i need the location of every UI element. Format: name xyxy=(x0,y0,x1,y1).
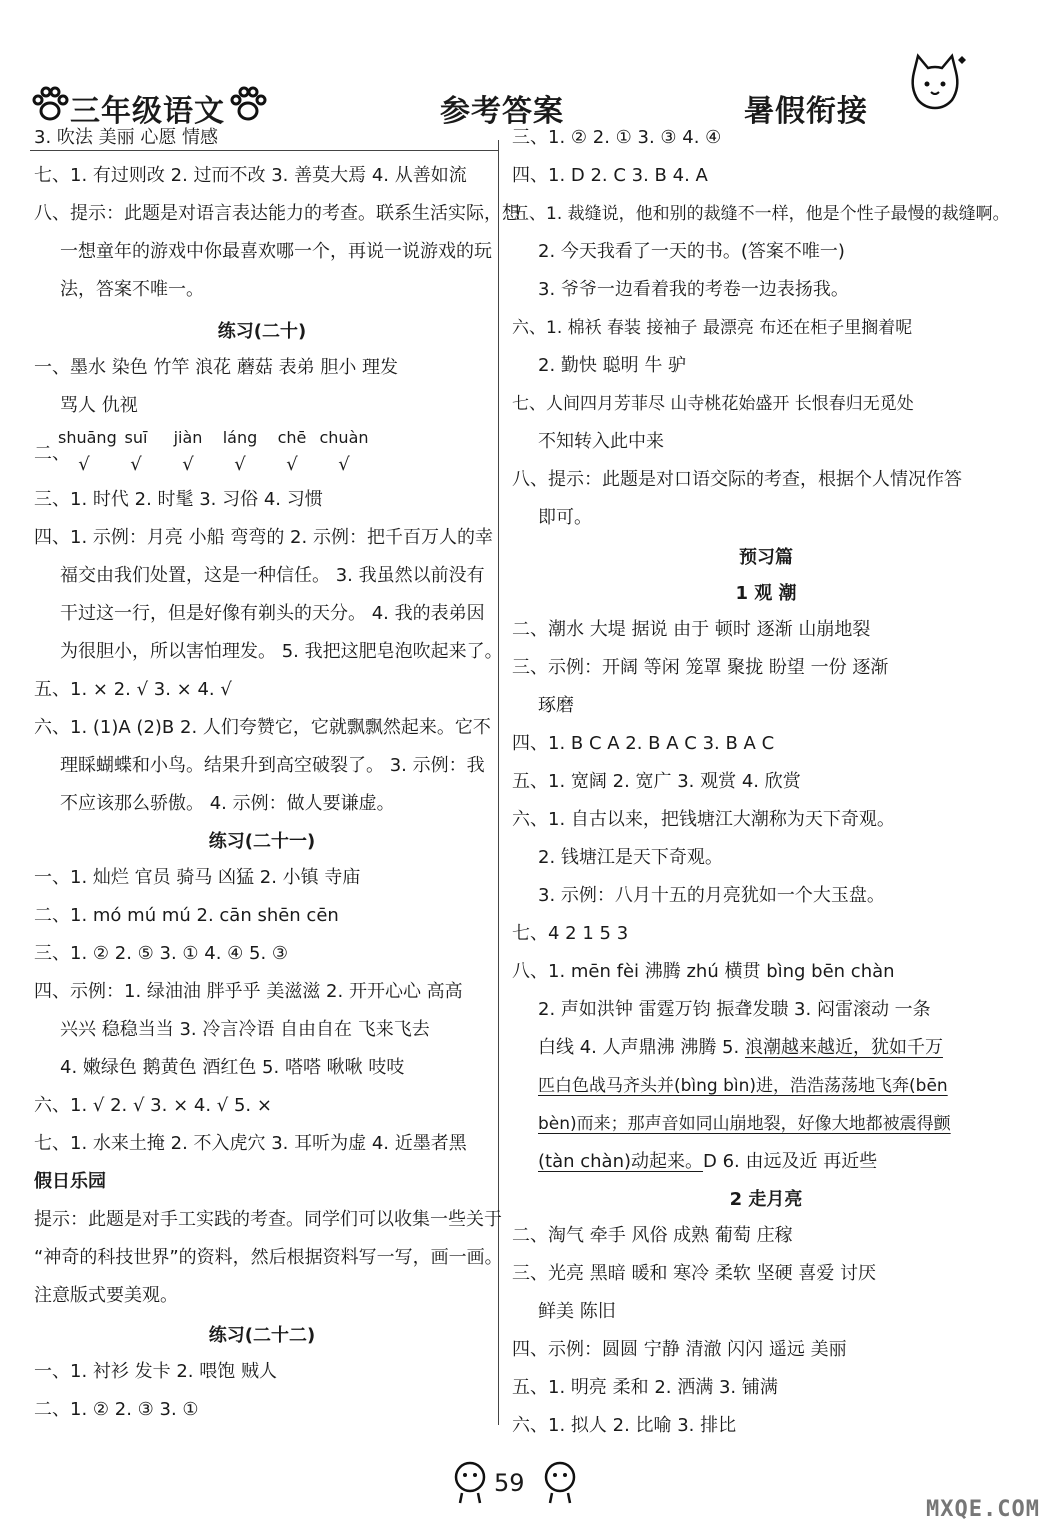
answer-line: 六、1. 自古以来，把钱塘江大潮称为天下奇观。 xyxy=(512,809,895,830)
answer-line: 六、1. 拟人 2. 比喻 3. 排比 xyxy=(512,1415,737,1436)
answer-line: 福交由我们处置，这是一种信任。 3. 我虽然以前没有 xyxy=(60,565,485,586)
answer-line: 八、1. mēn fèi 沸腾 zhú 横贯 bìng bēn chàn xyxy=(512,961,895,982)
section-heading: 假日乐园 xyxy=(34,1171,106,1192)
answer-line: 骂人 仇视 xyxy=(60,395,138,416)
lesson-heading: 2 走月亮 xyxy=(729,1189,803,1210)
cat-icon xyxy=(900,48,970,118)
answer-text: D 6. 由远及近 再近些 xyxy=(703,1151,878,1172)
answer-text: 白线 4. 人声鼎沸 沸腾 5. xyxy=(538,1037,745,1058)
page-number: 59 xyxy=(494,1469,525,1497)
mascot-icon-left xyxy=(450,1459,490,1507)
answer-line: 琢磨 xyxy=(538,695,574,716)
answer-line: 五、1. 明亮 柔和 2. 洒满 3. 铺满 xyxy=(512,1377,778,1398)
answer-line: 一、1. 衬衫 发卡 2. 喂饱 贼人 xyxy=(34,1361,277,1382)
answer-line: 兴兴 稳稳当当 3. 冷言冷语 自由自在 飞来飞去 xyxy=(60,1019,430,1040)
answer-line: 不知转入此中来 xyxy=(538,431,664,452)
answer-line: 为很胆小，所以害怕理发。 5. 我把这肥皂泡吹起来了。 xyxy=(60,641,503,662)
answer-line: 三、光亮 黑暗 暖和 寒冷 柔软 坚硬 喜爱 讨厌 xyxy=(512,1263,877,1284)
answer-line: 三、1. ② 2. ① 3. ③ 4. ④ xyxy=(512,127,722,148)
summer-bridge-title: 暑假衔接 xyxy=(744,94,868,129)
answer-line-prefix: 二、 xyxy=(34,443,70,464)
answer-line: 六、1. √ 2. √ 3. × 4. √ 5. × xyxy=(34,1095,272,1116)
answer-line: 2. 钱塘江是天下奇观。 xyxy=(538,847,723,868)
answer-line xyxy=(538,1036,943,1060)
answer-line: 一、墨水 染色 竹竿 浪花 蘑菇 表弟 胆小 理发 xyxy=(34,357,399,378)
answer-line: 五、1. × 2. √ 3. × 4. √ xyxy=(34,679,232,700)
answer-line xyxy=(538,1150,877,1174)
answer-line: 提示：此题是对手工实践的考查。同学们可以收集一些关于 xyxy=(34,1209,502,1230)
underlined-answer: bèn)而来；那声音如同山崩地裂，好像大地都被震得颤 xyxy=(538,1114,951,1134)
answer-line: 2. 今天我看了一天的书。(答案不唯一) xyxy=(538,241,845,262)
answer-line: 六、1. (1)A (2)B 2. 人们夸赞它，它就飘飘然起来。它不 xyxy=(34,717,491,738)
answer-line: 2. 勤快 聪明 牛 驴 xyxy=(538,355,687,376)
answer-line: 二、淘气 牵手 风俗 成熟 葡萄 庄稼 xyxy=(512,1225,793,1246)
answer-line: 不应该那么骄傲。 4. 示例：做人要谦虚。 xyxy=(60,793,395,814)
answer-line: 3. 示例：八月十五的月亮犹如一个大玉盘。 xyxy=(538,885,885,906)
answer-line: 3. 吹法 美丽 心愿 情感 xyxy=(34,127,219,148)
answer-line: 即可。 xyxy=(538,507,592,528)
answer-line: 二、1. mó mú mú 2. cān shēn cēn xyxy=(34,905,339,926)
answer-line: 七、1. 水来土掩 2. 不入虎穴 3. 耳听为虚 4. 近墨者黑 xyxy=(34,1133,467,1154)
answer-line: 鲜美 陈旧 xyxy=(538,1301,616,1322)
pinyin-row: shuāng suī jiàn láng chē chuàn xyxy=(58,428,369,447)
answer-line: 四、示例：圆圆 宁静 清澈 闪闪 遥远 美丽 xyxy=(512,1339,847,1360)
underlined-answer: (tàn chàn)动起来。 xyxy=(538,1151,704,1172)
answer-line: 五、1. 裁缝说，他和别的裁缝不一样，他是个性子最慢的裁缝啊。 xyxy=(512,204,1010,224)
answer-line: 三、示例：开阔 等闲 笼罩 聚拢 盼望 一份 逐渐 xyxy=(512,657,889,678)
answer-line: 法，答案不唯一。 xyxy=(60,279,204,300)
answer-line: 二、潮水 大堤 据说 由于 顿时 逐渐 山崩地裂 xyxy=(512,619,871,640)
answer-line: 4. 嫩绿色 鹅黄色 酒红色 5. 嗒嗒 啾啾 吱吱 xyxy=(60,1057,405,1078)
answer-line: 四、1. 示例：月亮 小船 弯弯的 2. 示例：把千百万人的幸 xyxy=(34,527,493,548)
underlined-answer: 浪潮越来越近，犹如千万 xyxy=(744,1037,943,1058)
answer-line: 三、1. ② 2. ⑤ 3. ① 4. ④ 5. ③ xyxy=(34,943,289,964)
answer-line: 八、提示：此题是对语言表达能力的考查。联系生活实际，想 xyxy=(34,203,520,224)
section-heading: 预习篇 xyxy=(739,547,793,568)
answer-line: 七、4 2 1 5 3 xyxy=(512,923,629,944)
answer-line: 2. 声如洪钟 雷霆万钧 振聋发聩 3. 闷雷滚动 一条 xyxy=(538,999,931,1020)
answer-line: 五、1. 宽阔 2. 宽广 3. 观赏 4. 欣赏 xyxy=(512,771,801,792)
underlined-answer: 匹白色战马齐头并(bìng bìn)进，浩浩荡荡地飞奔(bēn xyxy=(538,1076,948,1096)
answer-line: 四、1. D 2. C 3. B 4. A xyxy=(512,165,708,186)
header-rule xyxy=(30,150,498,151)
answer-key-title: 参考答案 xyxy=(440,94,564,129)
answer-line: 理睬蝴蝶和小鸟。结果升到高空破裂了。 3. 示例：我 xyxy=(60,755,485,776)
answer-line: 四、示例：1. 绿油油 胖乎乎 美滋滋 2. 开开心心 高高 xyxy=(34,981,463,1002)
answer-line: 二、1. ② 2. ③ 3. ① xyxy=(34,1399,199,1420)
answer-line: “神奇的科技世界”的资料，然后根据资料写一写，画一画。 xyxy=(34,1247,503,1268)
answer-line: 六、1. 棉袄 春装 接袖子 最漂亮 布还在柜子里搁着呢 xyxy=(512,318,913,338)
section-heading: 练习(二十二) xyxy=(208,1325,316,1346)
answer-line: 干过这一行，但是好像有剃头的天分。 4. 我的表弟因 xyxy=(60,603,485,624)
lesson-heading: 1 观 潮 xyxy=(735,583,797,604)
answer-line: 注意版式要美观。 xyxy=(34,1285,178,1306)
answer-line: 一想童年的游戏中你最喜欢哪一个，再说一说游戏的玩 xyxy=(60,241,492,262)
answer-line: 三、1. 时代 2. 时髦 3. 习俗 4. 习惯 xyxy=(34,489,323,510)
section-heading: 练习(二十一) xyxy=(208,831,316,852)
paw-icon-left xyxy=(30,84,70,124)
answer-line: 七、人间四月芳菲尽 山寺桃花始盛开 长恨春归无觅处 xyxy=(512,394,914,414)
paw-icon-right xyxy=(228,84,268,124)
checkmark-row: √ √ √ √ √ √ xyxy=(78,454,350,475)
answer-line: 七、1. 有过则改 2. 过而不改 3. 善莫大焉 4. 从善如流 xyxy=(34,165,467,186)
answer-line: 一、1. 灿烂 官员 骑马 凶猛 2. 小镇 寺庙 xyxy=(34,867,361,888)
answer-line: 八、提示：此题是对口语交际的考查，根据个人情况作答 xyxy=(512,469,962,490)
answer-line: 3. 爷爷一边看着我的考卷一边表扬我。 xyxy=(538,279,849,300)
watermark-text: MXQE.COM xyxy=(926,1497,1040,1522)
column-divider xyxy=(498,140,499,1425)
section-heading: 练习(二十) xyxy=(217,321,307,342)
mascot-icon-right xyxy=(540,1459,580,1507)
answer-line: 四、1. B C A 2. B A C 3. B A C xyxy=(512,733,775,754)
grade-subject-title: 三年级语文 xyxy=(70,94,225,129)
page-footer xyxy=(0,1455,1058,1515)
